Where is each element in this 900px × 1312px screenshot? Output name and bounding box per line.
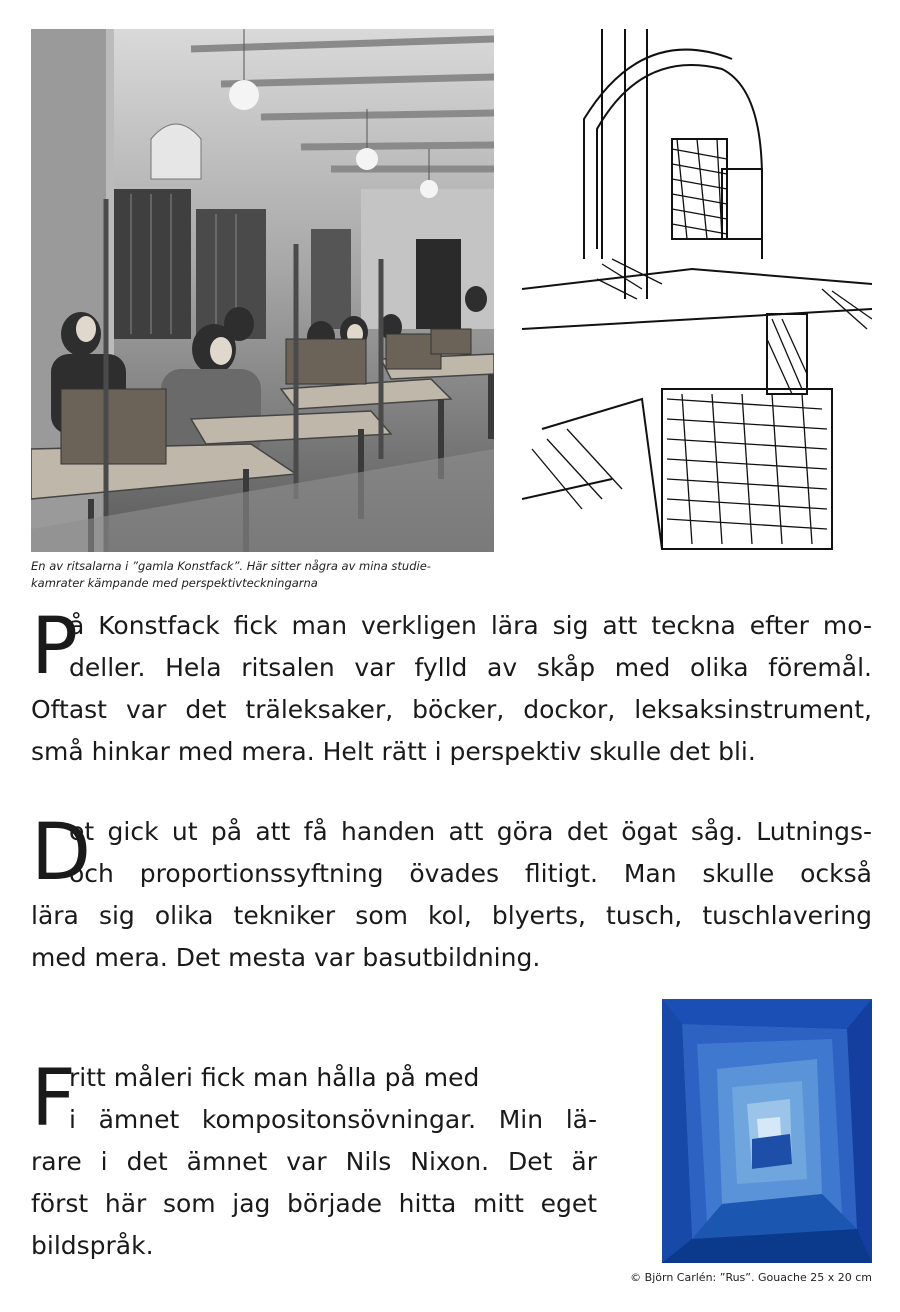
paragraph-line: bildspråk. <box>31 1231 154 1260</box>
paragraph-3 <box>31 1054 597 1267</box>
paragraph-line: lära sig olika tekniker som kol, blyerts, tusch, tuschlavering <box>31 901 872 930</box>
gouache-painting <box>662 999 872 1263</box>
paragraph-line: å Konstfack fick man verkligen lära sig att teckna efter mo- <box>69 611 872 640</box>
classroom-photo <box>31 29 494 552</box>
paragraph-line: i ämnet kompositonsövningar. Min lä- <box>69 1105 597 1134</box>
caption-line: En av ritsalarna i ”gamla Konstfack”. Här sitter några av mina studie- <box>31 559 431 573</box>
drop-cap: F <box>31 1054 76 1144</box>
paragraph-2 <box>31 808 872 979</box>
paragraph-line: med mera. Det mesta var basutbildning. <box>31 943 541 972</box>
ink-sketch <box>522 29 872 552</box>
paragraph-line: deller. Hela ritsalen var fylld av skåp med olika föremål. <box>69 653 872 682</box>
caption-line: kamrater kämpande med perspektivteckningarna <box>31 576 318 590</box>
paragraph-line: Oftast var det träleksaker, böcker, dockor, leksaksinstrument, <box>31 695 872 724</box>
painting-credit: © Björn Carlén: ”Rus”. Gouache 25 x 20 cm <box>630 1271 872 1284</box>
drop-cap: P <box>31 602 79 692</box>
paragraph-line: små hinkar med mera. Helt rätt i perspektiv skulle det bli. <box>31 737 756 766</box>
paragraph-1 <box>31 602 872 773</box>
drop-cap: D <box>31 808 92 898</box>
paragraph-line: rare i det ämnet var Nils Nixon. Det är <box>31 1147 597 1176</box>
paragraph-line: ritt måleri fick man hålla på med <box>69 1063 480 1092</box>
paragraph-line: et gick ut på att få handen att göra det ögat såg. Lutnings- <box>69 817 872 846</box>
paragraph-line: först här som jag började hitta mitt eget <box>31 1189 597 1218</box>
paragraph-line: och proportionssyftning övades flitigt. Man skulle också <box>69 859 872 888</box>
photo-caption <box>31 558 501 592</box>
